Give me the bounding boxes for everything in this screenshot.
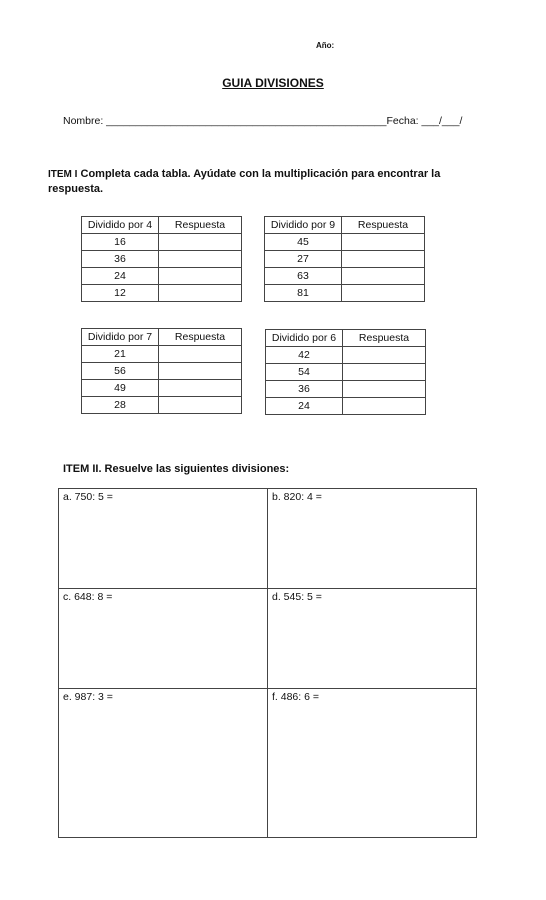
table-cell-number: 54	[266, 364, 343, 381]
table-cell-number: 45	[265, 234, 342, 251]
problem-box-b[interactable]	[268, 489, 477, 589]
table-header-row	[82, 329, 242, 346]
answer-cell[interactable]	[342, 234, 425, 251]
table-row	[266, 364, 426, 381]
table-header-divisor: Dividido por 9	[265, 217, 342, 234]
table-cell-number: 49	[82, 380, 159, 397]
problem-row	[59, 589, 477, 689]
answer-cell[interactable]	[343, 364, 426, 381]
answer-cell[interactable]	[159, 268, 242, 285]
table-row	[265, 268, 425, 285]
name-date-line: Nombre: ________________________________________________Fecha: ___/___/	[63, 115, 463, 127]
answer-cell[interactable]	[159, 346, 242, 363]
problem-label: e. 987: 3 =	[63, 691, 113, 703]
table-cell-number: 21	[82, 346, 159, 363]
table-header-row	[82, 217, 242, 234]
answer-cell[interactable]	[342, 268, 425, 285]
problem-label: d. 545: 5 =	[272, 591, 322, 603]
table-header-row	[266, 330, 426, 347]
table-header-answer: Respuesta	[342, 217, 425, 234]
problem-row	[59, 489, 477, 589]
table-row	[82, 285, 242, 302]
answer-cell[interactable]	[159, 251, 242, 268]
table-row	[82, 380, 242, 397]
problem-box-a[interactable]	[59, 489, 268, 589]
table-header-answer: Respuesta	[159, 329, 242, 346]
problem-box-d[interactable]	[268, 589, 477, 689]
answer-cell[interactable]	[159, 363, 242, 380]
table-row	[265, 234, 425, 251]
answer-cell[interactable]	[342, 251, 425, 268]
table-cell-number: 12	[82, 285, 159, 302]
table-cell-number: 27	[265, 251, 342, 268]
table-row	[82, 363, 242, 380]
table-row	[265, 285, 425, 302]
item1-instruction	[48, 167, 468, 196]
item2-title: ITEM II. Resuelve las siguientes divisiones:	[63, 463, 290, 475]
table-row	[266, 381, 426, 398]
problem-box-c[interactable]	[59, 589, 268, 689]
answer-cell[interactable]	[343, 347, 426, 364]
table-header-answer: Respuesta	[159, 217, 242, 234]
problem-label: c. 648: 8 =	[63, 591, 113, 603]
table-header-answer: Respuesta	[343, 330, 426, 347]
item1-label: ITEM I	[48, 169, 78, 180]
table-row	[266, 398, 426, 415]
item1-text: Completa cada tabla. Ayúdate con la multiplicación para encontrar la respuesta.	[48, 168, 441, 195]
table-row	[266, 347, 426, 364]
table-cell-number: 36	[82, 251, 159, 268]
table-header-divisor: Dividido por 6	[266, 330, 343, 347]
answer-cell[interactable]	[343, 398, 426, 415]
answer-cell[interactable]	[159, 380, 242, 397]
table-cell-number: 16	[82, 234, 159, 251]
problem-label: f. 486: 6 =	[272, 691, 319, 703]
table-header-divisor: Dividido por 4	[82, 217, 159, 234]
table-cell-number: 24	[82, 268, 159, 285]
table-cell-number: 36	[266, 381, 343, 398]
problem-row	[59, 689, 477, 838]
table-header-row	[265, 217, 425, 234]
table-divide-by-4	[81, 216, 242, 302]
division-problems-grid	[58, 488, 477, 838]
table-cell-number: 24	[266, 398, 343, 415]
answer-cell[interactable]	[159, 285, 242, 302]
table-cell-number: 42	[266, 347, 343, 364]
problem-label: b. 820: 4 =	[272, 491, 322, 503]
table-cell-number: 81	[265, 285, 342, 302]
problem-box-e[interactable]	[59, 689, 268, 838]
answer-cell[interactable]	[343, 381, 426, 398]
table-row	[82, 346, 242, 363]
table-row	[82, 268, 242, 285]
table-cell-number: 56	[82, 363, 159, 380]
table-cell-number: 28	[82, 397, 159, 414]
table-row	[265, 251, 425, 268]
problem-box-f[interactable]	[268, 689, 477, 838]
table-row	[82, 251, 242, 268]
answer-cell[interactable]	[342, 285, 425, 302]
answer-cell[interactable]	[159, 234, 242, 251]
table-cell-number: 63	[265, 268, 342, 285]
table-header-divisor: Dividido por 7	[82, 329, 159, 346]
page-title: GUIA DIVISIONES	[222, 76, 324, 90]
table-row	[82, 234, 242, 251]
table-divide-by-9	[264, 216, 425, 302]
answer-cell[interactable]	[159, 397, 242, 414]
year-label: Año:	[316, 41, 335, 50]
table-divide-by-6	[265, 329, 426, 415]
table-row	[82, 397, 242, 414]
table-divide-by-7	[81, 328, 242, 414]
problem-label: a. 750: 5 =	[63, 491, 113, 503]
